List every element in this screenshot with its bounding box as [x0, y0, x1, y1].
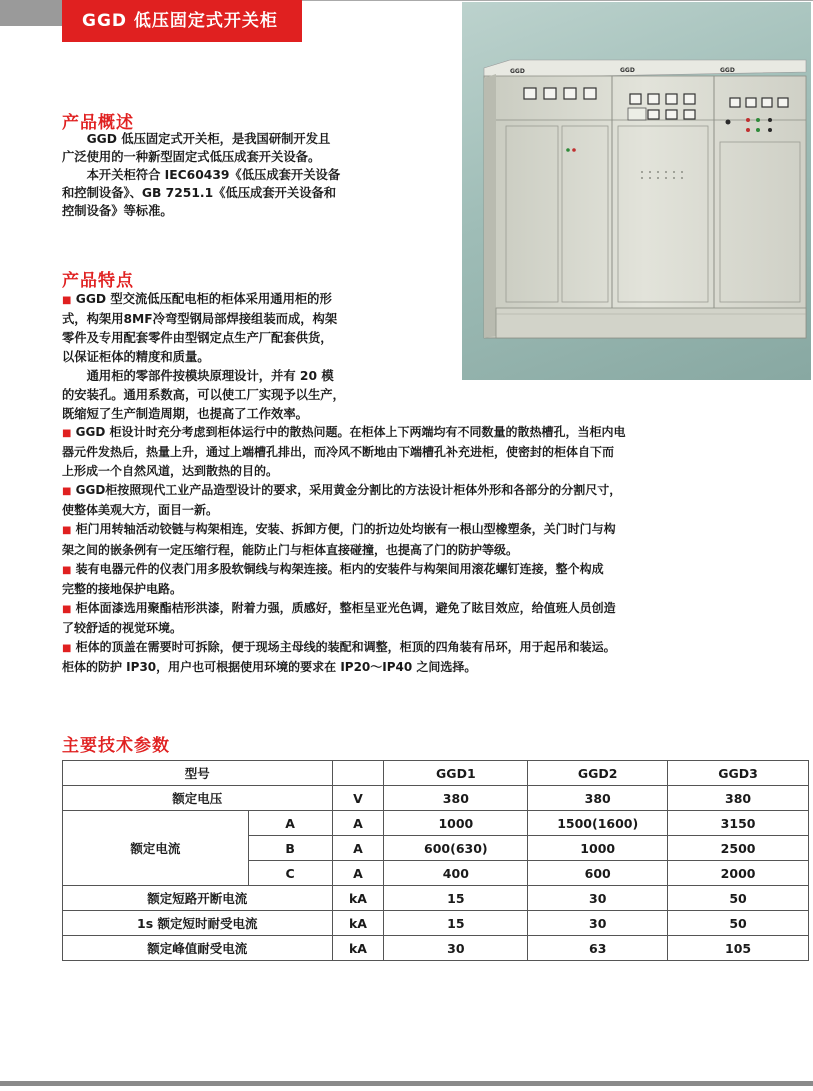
feature-line: 式，构架用8MF冷弯型钢局部焊接组装而成，构架: [62, 312, 338, 326]
feature-line: 以保证柜体的精度和质量。: [62, 350, 210, 364]
feature-line: ■ 柜体的顶盖在需要时可拆除，便于现场主母线的装配和调整，柜顶的四角装有吊环，用于起吊和装运。: [62, 640, 616, 655]
row-unit: A: [332, 811, 384, 836]
row-unit: kA: [332, 886, 384, 911]
bullet-icon: ■: [62, 295, 72, 306]
spec-table: [62, 760, 809, 961]
specs-heading: 主要技术参数: [62, 736, 170, 756]
overview-line: GGD 低压固定式开关柜，是我国研制开发且: [62, 132, 331, 146]
row-unit: V: [332, 786, 384, 811]
table-row: [63, 811, 809, 836]
bullet-icon: ■: [62, 603, 72, 615]
row-sublabel: A: [248, 811, 332, 836]
row-unit: A: [332, 836, 384, 861]
row-label: 额定电压: [63, 786, 333, 811]
header-model: 型号: [63, 761, 333, 786]
overview-line: 本开关柜符合 IEC60439《低压成套开关设备: [62, 168, 341, 182]
feature-line: ■ 柜门用转轴活动铰链与构架相连，安装、拆卸方便，门的折边处均嵌有一根山型橡塑条，关门时门与构: [62, 522, 616, 537]
overview-line: 控制设备》等标准。: [62, 204, 173, 218]
cell-value: 600: [528, 861, 668, 886]
header-stub: [0, 0, 62, 26]
bullet-icon: ■: [62, 428, 72, 439]
bullet-icon: ■: [62, 643, 72, 655]
row-label: 1s 额定短时耐受电流: [63, 911, 333, 936]
cell-value: 30: [528, 886, 668, 911]
header-col-3: GGD3: [668, 761, 809, 786]
feature-line: ■ 装有电器元件的仪表门用多股软铜线与构架连接。柜内的安装件与构架间用滚花螺钉连接，整个构成: [62, 561, 604, 576]
cabinet-label-2: GGD: [620, 67, 635, 74]
features-heading: 产品特点: [62, 271, 134, 291]
feature-line: 上形成一个自然风道，达到散热的目的。: [62, 464, 279, 479]
cell-value: 2000: [668, 861, 809, 886]
feature-line: 器元件发热后，热量上升，通过上端槽孔排出，而冷风不断地由下端槽孔补充进柜，使密封的柜体自下而: [62, 445, 615, 460]
row-label: 额定短路开断电流: [63, 886, 333, 911]
cabinet-label-1: GGD: [510, 68, 525, 75]
feature-line: 的安装孔。通用系数高，可以使工厂实现予以生产，: [62, 388, 345, 402]
bottom-rule: [0, 1081, 813, 1086]
cell-value: 30: [384, 936, 528, 961]
overview-line: 和控制设备》、GB 7251.1《低压成套开关设备和: [62, 186, 337, 200]
cell-value: 63: [528, 936, 668, 961]
table-row: [63, 886, 809, 911]
cell-value: 15: [384, 886, 528, 911]
cell-value: 15: [384, 911, 528, 936]
cell-value: 1000: [528, 836, 668, 861]
header-col-1: GGD1: [384, 761, 528, 786]
feature-line: ■ GGD柜按照现代工业产品造型设计的要求，采用黄金分割比的方法设计柜体外形和各部分的分割尺寸，: [62, 483, 622, 498]
cell-value: 380: [528, 786, 668, 811]
row-unit: kA: [332, 936, 384, 961]
feature-line: 完整的接地保护电路。: [62, 581, 183, 596]
feature-line: 柜体的防护 IP30，用户也可根据使用环境的要求在 IP20～IP40 之间选择。: [62, 660, 477, 675]
feature-line: 使整体美观大方，面目一新。: [62, 503, 219, 518]
row-unit: kA: [332, 911, 384, 936]
features-left-block: [62, 290, 457, 424]
header-unit: [332, 761, 384, 786]
bullet-icon: ■: [62, 486, 72, 498]
feature-line: ■ 柜体面漆选用聚酯桔形洪漆，附着力强，质感好，整柜呈亚光色调，避免了眩目效应，给值班人员创造: [62, 600, 616, 615]
feature-line: 零件及专用配套零件由型钢定点生产厂配套供货，: [62, 331, 333, 345]
cell-value: 380: [668, 786, 809, 811]
feature-line: ■ GGD 型交流低压配电柜的柜体采用通用柜的形: [62, 292, 332, 306]
cell-value: 50: [668, 886, 809, 911]
row-label: 额定电流: [63, 811, 249, 886]
cell-value: 1000: [384, 811, 528, 836]
cell-value: 2500: [668, 836, 809, 861]
page-title: GGD 低压固定式开关柜: [62, 0, 302, 42]
cell-value: 380: [384, 786, 528, 811]
cell-value: 3150: [668, 811, 809, 836]
cell-value: 105: [668, 936, 809, 961]
overview-heading: 产品概述: [62, 113, 134, 133]
features-full-block: [62, 423, 809, 677]
product-photo: [462, 2, 811, 380]
header-col-2: GGD2: [528, 761, 668, 786]
overview-text: [62, 130, 452, 220]
row-label: 额定峰值耐受电流: [63, 936, 333, 961]
row-unit: A: [332, 861, 384, 886]
feature-line: ■ GGD 柜设计时充分考虑到柜体运行中的散热问题。在柜体上下两端均有不同数量的散热槽孔，当柜内电: [62, 425, 626, 439]
feature-line: 通用柜的零部件按模块原理设计，并有 20 模: [62, 369, 334, 383]
table-row: [63, 936, 809, 961]
bullet-icon: ■: [62, 564, 72, 576]
table-header-row: [63, 761, 809, 786]
switchgear-cabinet-illustration: [462, 2, 811, 380]
cell-value: 600(630): [384, 836, 528, 861]
cell-value: 30: [528, 911, 668, 936]
cabinet-label-3: GGD: [720, 67, 735, 74]
feature-line: 了较舒适的视觉环境。: [62, 620, 183, 635]
cell-value: 1500(1600): [528, 811, 668, 836]
table-row: [63, 786, 809, 811]
table-row: [63, 911, 809, 936]
cell-value: 50: [668, 911, 809, 936]
row-sublabel: C: [248, 861, 332, 886]
feature-line: 既缩短了生产制造周期，也提高了工作效率。: [62, 407, 308, 421]
bullet-icon: ■: [62, 525, 72, 537]
row-sublabel: B: [248, 836, 332, 861]
cell-value: 400: [384, 861, 528, 886]
overview-line: 广泛使用的一种新型固定式低压成套开关设备。: [62, 150, 321, 164]
feature-line: 架之间的嵌条例有一定压缩行程，能防止门与柜体直接碰撞，也提高了门的防护等级。: [62, 542, 519, 557]
